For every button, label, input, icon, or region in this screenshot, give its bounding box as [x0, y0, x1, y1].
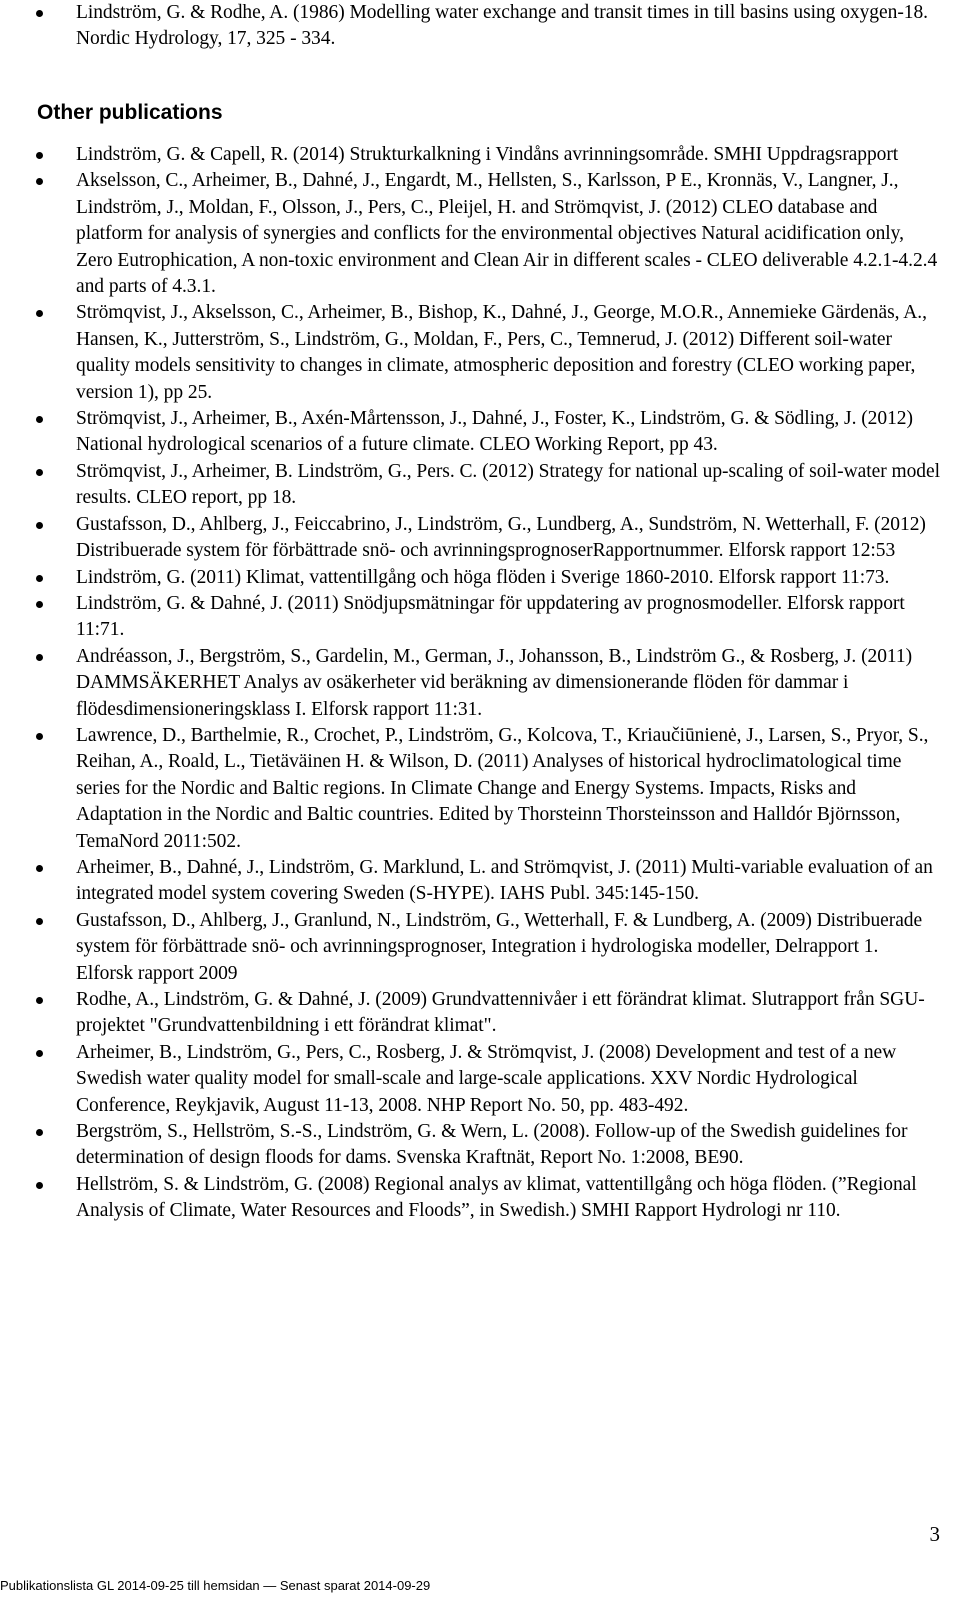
publication-item: [0, 300, 950, 406]
publication-text: Strömqvist, J., Arheimer, B., Axén-Mårtensson, J., Dahné, J., Foster, K., Lindström, G. & Södling, J. (2012) National hydrological scenarios of a future climate. CLEO Working Report, pp 43.: [76, 408, 913, 456]
publication-item: [0, 908, 950, 987]
publication-text: Strömqvist, J., Akselsson, C., Arheimer, B., Bishop, K., Dahné, J., George, M.O.R., Annemieke Gärdenäs, A., Hansen, K., Jutterström, S., Lindström, G., Moldan, F., Pers, C., Temnerud, J. (2012) Different soil-water quality models sensitivity to changes in climate, atmospheric deposition and forestry (CLEO working paper, version 1), pp 25.: [76, 302, 927, 403]
publication-text: Arheimer, B., Lindström, G., Pers, C., Rosberg, J. & Strömqvist, J. (2008) Development and test of a new Swedish water quality model for small-scale and large-scale applications. XXV Nordic Hydrological Conference, Reykjavik, August 11-13, 2008. NHP Report No. 50, pp. 483-492.: [76, 1041, 897, 1116]
bullet-icon: [36, 997, 43, 1004]
publication-text: Rodhe, A., Lindström, G. & Dahné, J. (2009) Grundvattennivåer i ett förändrat klimat. Slutrapport från SGU-projektet "Grundvattenbildning i ett förändrat klimat".: [76, 989, 925, 1037]
publication-item: [0, 565, 950, 591]
publication-text: Strömqvist, J., Arheimer, B. Lindström, G., Pers. C. (2012) Strategy for national up-scaling of soil-water model results. CLEO report, pp 18.: [76, 460, 940, 509]
publication-text: Bergström, S., Hellström, S.-S., Lindström, G. & Wern, L. (2008). Follow-up of the Swedish guidelines for determination of design floods for dams. Svenska Kraftnät, Report No. 1:2008, BE90.: [76, 1121, 908, 1169]
publication-item: [0, 855, 950, 908]
page-number: 3: [929, 1522, 940, 1546]
bullet-icon: [36, 865, 43, 872]
bullet-icon: [36, 1129, 43, 1136]
publication-item: [0, 1040, 950, 1119]
bullet-icon: [36, 654, 43, 661]
publication-text: Andréasson, J., Bergström, S., Gardelin, M., German, J., Johansson, B., Lindström G., & Rosberg, J. (2011) DAMMSÄKERHET Analys av osäkerheter vid beräkning av dimensionerande flöden för dammar i flödesdimensioneringsklass I. Elforsk rapport 11:31.: [76, 645, 913, 720]
bullet-icon: [36, 1050, 43, 1057]
bullet-icon: [36, 10, 43, 17]
bullet-icon: [36, 310, 43, 317]
publication-item: [0, 1172, 950, 1225]
bullet-icon: [36, 522, 43, 529]
bullet-icon: [36, 469, 43, 476]
publication-item: [0, 459, 950, 512]
reference-item: [0, 0, 950, 53]
bullet-icon: [36, 601, 43, 608]
publication-item: [0, 512, 950, 565]
publication-text: Akselsson, C., Arheimer, B., Dahné, J., Engardt, M., Hellsten, S., Karlsson, P E., Kronnäs, V., Langner, J., Lindström, J., Moldan, F., Olsson, J., Pers, C., Pleijel, H. and Strömqvist, J. (2012) CLEO database and platform for analysis of synergies and conflicts for the environmental objectives Natural acidification only, Zero Eutrophication, A non-toxic environment and Clean Air in different scales - CLEO deliverable 4.2.1-4.2.4 and parts of 4.3.1.: [76, 170, 938, 298]
publication-text: Arheimer, B., Dahné, J., Lindström, G. Marklund, L. and Strömqvist, J. (2011) Multi-variable evaluation of an integrated model system covering Sweden (S-HYPE). IAHS Publ. 345:145-150.: [76, 856, 933, 905]
journal-articles-continuation: [0, 0, 950, 53]
publication-item: [0, 644, 950, 723]
bullet-icon: [36, 1182, 43, 1189]
section-heading: Other publications: [37, 101, 223, 124]
publication-text: Gustafsson, D., Ahlberg, J., Feiccabrino, J., Lindström, G., Lundberg, A., Sundström, N. Wetterhall, F. (2012) Distribuerade system för förbättrade snö- och avrinningsprognoserRapportnummer. Elforsk rapport 12:53: [76, 513, 926, 562]
footer-text: Publikationslista GL 2014-09-25 till hemsidan — Senast sparat 2014-09-29: [0, 1578, 431, 1593]
publication-item: [0, 406, 950, 459]
reference-text: Lindström, G. & Rodhe, A. (1986) Modelling water exchange and transit times in till basins using oxygen-18. Nordic Hydrology, 17, 325 - 334.: [76, 2, 928, 50]
publication-item: [0, 142, 950, 168]
publication-text: Lindström, G. (2011) Klimat, vattentillgång och höga flöden i Sverige 1860-2010. Elforsk rapport 11:73.: [76, 566, 890, 588]
publication-text: Lawrence, D., Barthelmie, R., Crochet, P., Lindström, G., Kolcova, T., Kriaučiūnienė, J., Larsen, S., Pryor, S., Reihan, A., Roald, L., Tietäväinen H. & Wilson, D. (2011) Analyses of historical hydroclimatological time series for the Nordic and Baltic regions. In Climate Change and Energy Systems. Impacts, Risks and Adaptation in the Nordic and Baltic countries. Edited by Thorsteinn Thorsteinsson and Halldór Björnsson, TemaNord 2011:502.: [76, 724, 929, 852]
bullet-icon: [36, 416, 43, 423]
publication-item: [0, 591, 950, 644]
publication-text: Gustafsson, D., Ahlberg, J., Granlund, N., Lindström, G., Wetterhall, F. & Lundberg, A. (2009) Distribuerade system för förbättrade snö- och avrinningsprognoser, Integration i hydrologiska modeller, Delrapport 1. Elforsk rapport 2009: [76, 909, 923, 984]
publication-item: [0, 987, 950, 1040]
other-publications-section: [0, 142, 950, 1225]
publication-item: [0, 168, 950, 300]
publication-text: Hellström, S. & Lindström, G. (2008) Regional analys av klimat, vattentillgång och höga flöden. (”Regional Analysis of Climate, Water Resources and Floods”, in Swedish.) SMHI Rapport Hydrologi nr 110.: [76, 1173, 917, 1222]
bullet-icon: [36, 575, 43, 582]
bullet-icon: [36, 178, 43, 185]
bullet-icon: [36, 918, 43, 925]
publication-list: [0, 142, 950, 1225]
publication-text: Lindström, G. & Capell, R. (2014) Strukturkalkning i Vindåns avrinningsområde. SMHI Uppdragsrapport: [76, 144, 899, 165]
publication-text: Lindström, G. & Dahné, J. (2011) Snödjupsmätningar för uppdatering av prognosmodeller. Elforsk rapport 11:71.: [76, 592, 905, 641]
publication-item: [0, 723, 950, 855]
bullet-icon: [36, 152, 43, 159]
reference-list: [0, 0, 950, 53]
bullet-icon: [36, 733, 43, 740]
publication-item: [0, 1119, 950, 1172]
